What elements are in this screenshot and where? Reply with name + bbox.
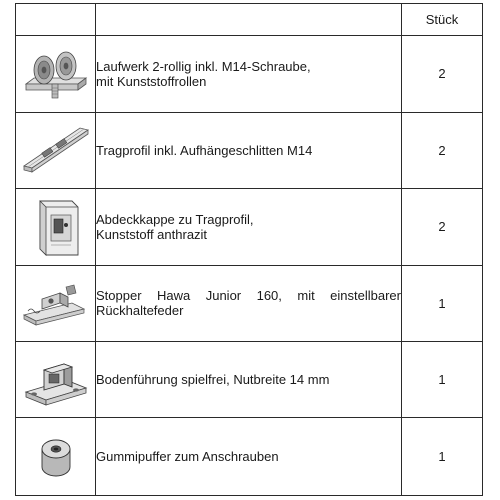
table-row — [16, 189, 483, 265]
table-row — [16, 112, 483, 188]
header-quantity-label: Stück — [402, 4, 483, 36]
part-quantity: 2 — [402, 189, 483, 265]
track-profile-icon — [18, 120, 94, 180]
header-image-cell — [16, 4, 96, 36]
table-row — [16, 36, 483, 112]
parts-list-table — [15, 3, 483, 496]
part-quantity: 1 — [402, 342, 483, 418]
part-image-cell — [16, 342, 96, 418]
part-description: Abdeckkappe zu Tragprofil, Kunststoff anthrazit — [96, 189, 402, 265]
roller-carriage-icon — [18, 44, 94, 104]
stopper-icon — [18, 275, 94, 331]
part-image-cell — [16, 189, 96, 265]
part-quantity: 2 — [402, 36, 483, 112]
rubber-buffer-icon — [18, 427, 94, 487]
part-image-cell — [16, 36, 96, 112]
part-image-cell — [16, 112, 96, 188]
part-quantity: 1 — [402, 418, 483, 496]
header-description-cell — [96, 4, 402, 36]
part-description: Bodenführung spielfrei, Nutbreite 14 mm — [96, 342, 402, 418]
table-row — [16, 342, 483, 418]
part-image-cell — [16, 418, 96, 496]
part-description: Gummipuffer zum Anschrauben — [96, 418, 402, 496]
part-quantity: 2 — [402, 112, 483, 188]
part-quantity: 1 — [402, 265, 483, 341]
part-description: Stopper Hawa Junior 160, mit einstellbarer Rückhaltefeder — [96, 265, 402, 341]
table-row — [16, 265, 483, 341]
floor-guide-icon — [18, 350, 94, 410]
part-image-cell — [16, 265, 96, 341]
table-header-row — [16, 4, 483, 36]
table-row — [16, 418, 483, 496]
end-cap-icon — [18, 195, 94, 259]
part-description: Laufwerk 2-rollig inkl. M14-Schraube, mit Kunststoffrollen — [96, 36, 402, 112]
part-description: Tragprofil inkl. Aufhängeschlitten M14 — [96, 112, 402, 188]
